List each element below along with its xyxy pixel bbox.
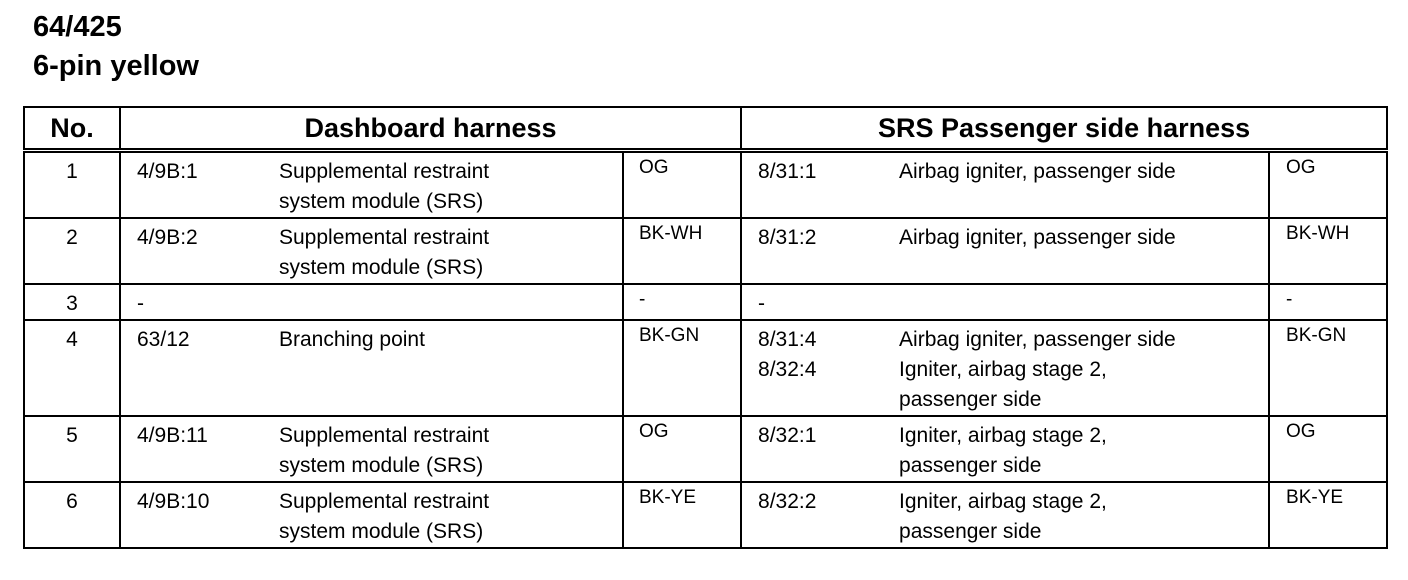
- header-no: No.: [24, 107, 120, 151]
- dashboard-wire-color: BK-YE: [623, 482, 741, 548]
- srs-connector-code-line: 8/32:2: [758, 490, 817, 513]
- dashboard-component-desc: [263, 284, 623, 320]
- srs-component-desc-line: Igniter, airbag stage 2,: [899, 358, 1107, 381]
- dashboard-component-desc-line: system module (SRS): [279, 256, 484, 279]
- srs-connector-code-line: 8/31:2: [758, 226, 817, 249]
- table-body: [24, 151, 1387, 549]
- srs-component-desc-line: Airbag igniter, passenger side: [899, 160, 1176, 183]
- pin-number: 2: [24, 218, 120, 284]
- pin-number: 6: [24, 482, 120, 548]
- srs-component-desc-line: passenger side: [899, 454, 1042, 477]
- table-row: [24, 151, 1387, 219]
- dashboard-connector-code-line: 63/12: [137, 328, 190, 351]
- srs-wire-color: -: [1269, 284, 1387, 320]
- table-row: [24, 284, 1387, 320]
- srs-component-desc: [883, 218, 1269, 284]
- dashboard-wire-color: BK-GN: [623, 320, 741, 416]
- dashboard-component-desc-line: system module (SRS): [279, 190, 484, 213]
- dashboard-component-desc-line: Branching point: [279, 328, 425, 351]
- table-header-row: [24, 107, 1387, 151]
- srs-component-desc: [883, 482, 1269, 548]
- srs-component-desc: [883, 151, 1269, 219]
- dashboard-wire-color: BK-WH: [623, 218, 741, 284]
- dashboard-component-desc: [263, 482, 623, 548]
- srs-component-desc-line: Airbag igniter, passenger side: [899, 226, 1176, 249]
- dashboard-component-desc-line: Supplemental restraint: [279, 226, 490, 249]
- dashboard-component-desc-line: Supplemental restraint: [279, 424, 490, 447]
- srs-connector-code-line: 8/31:4: [758, 328, 817, 351]
- dashboard-wire-color: OG: [623, 151, 741, 219]
- srs-connector-code: [741, 482, 883, 548]
- dashboard-connector-code-line: -: [137, 292, 144, 315]
- dashboard-connector-code-line: 4/9B:11: [137, 424, 208, 447]
- srs-wire-color: BK-WH: [1269, 218, 1387, 284]
- srs-component-desc: [883, 320, 1269, 416]
- dashboard-connector-code-line: 4/9B:2: [137, 226, 198, 249]
- srs-connector-code: [741, 284, 883, 320]
- header-dashboard-harness: Dashboard harness: [120, 107, 741, 151]
- srs-connector-code-line: 8/32:4: [758, 358, 817, 381]
- pin-assignment-table: [23, 106, 1388, 549]
- srs-connector-code: [741, 320, 883, 416]
- dashboard-component-desc: [263, 151, 623, 219]
- srs-component-desc-line: Igniter, airbag stage 2,: [899, 490, 1107, 513]
- pin-number: 3: [24, 284, 120, 320]
- connector-type-title: 6-pin yellow: [33, 50, 199, 82]
- srs-wire-color: BK-GN: [1269, 320, 1387, 416]
- dashboard-component-desc-line: system module (SRS): [279, 520, 484, 543]
- dashboard-connector-code: [120, 320, 263, 416]
- dashboard-connector-code: [120, 482, 263, 548]
- table-row: [24, 218, 1387, 284]
- srs-component-desc-line: Igniter, airbag stage 2,: [899, 424, 1107, 447]
- dashboard-component-desc: [263, 320, 623, 416]
- srs-connector-code-line: -: [758, 292, 766, 315]
- srs-component-desc: [883, 416, 1269, 482]
- srs-component-desc-line: passenger side: [899, 520, 1042, 543]
- dashboard-connector-code: [120, 284, 263, 320]
- header-srs-harness: SRS Passenger side harness: [741, 107, 1387, 151]
- srs-wire-color: OG: [1269, 151, 1387, 219]
- srs-connector-code-line: 8/32:1: [758, 424, 817, 447]
- pin-number: 1: [24, 151, 120, 219]
- srs-wire-color: OG: [1269, 416, 1387, 482]
- srs-connector-code: [741, 151, 883, 219]
- table-row: [24, 320, 1387, 416]
- table-row: [24, 482, 1387, 548]
- dashboard-connector-code: [120, 151, 263, 219]
- dashboard-component-desc: [263, 416, 623, 482]
- dashboard-connector-code: [120, 416, 263, 482]
- dashboard-connector-code-line: 4/9B:1: [137, 160, 198, 183]
- table-row: [24, 416, 1387, 482]
- dashboard-wire-color: OG: [623, 416, 741, 482]
- srs-connector-code: [741, 218, 883, 284]
- dashboard-connector-code-line: 4/9B:10: [137, 490, 210, 513]
- dashboard-component-desc-line: Supplemental restraint: [279, 490, 490, 513]
- srs-wire-color: BK-YE: [1269, 482, 1387, 548]
- srs-component-desc-line: passenger side: [899, 388, 1042, 411]
- connector-id-title: 64/425: [33, 11, 122, 43]
- dashboard-connector-code: [120, 218, 263, 284]
- srs-component-desc: [883, 284, 1269, 320]
- srs-component-desc-line: Airbag igniter, passenger side: [899, 328, 1176, 351]
- pin-number: 4: [24, 320, 120, 416]
- dashboard-component-desc-line: system module (SRS): [279, 454, 484, 477]
- pin-number: 5: [24, 416, 120, 482]
- dashboard-component-desc-line: Supplemental restraint: [279, 160, 490, 183]
- dashboard-wire-color: -: [623, 284, 741, 320]
- srs-connector-code: [741, 416, 883, 482]
- dashboard-component-desc: [263, 218, 623, 284]
- srs-connector-code-line: 8/31:1: [758, 160, 817, 183]
